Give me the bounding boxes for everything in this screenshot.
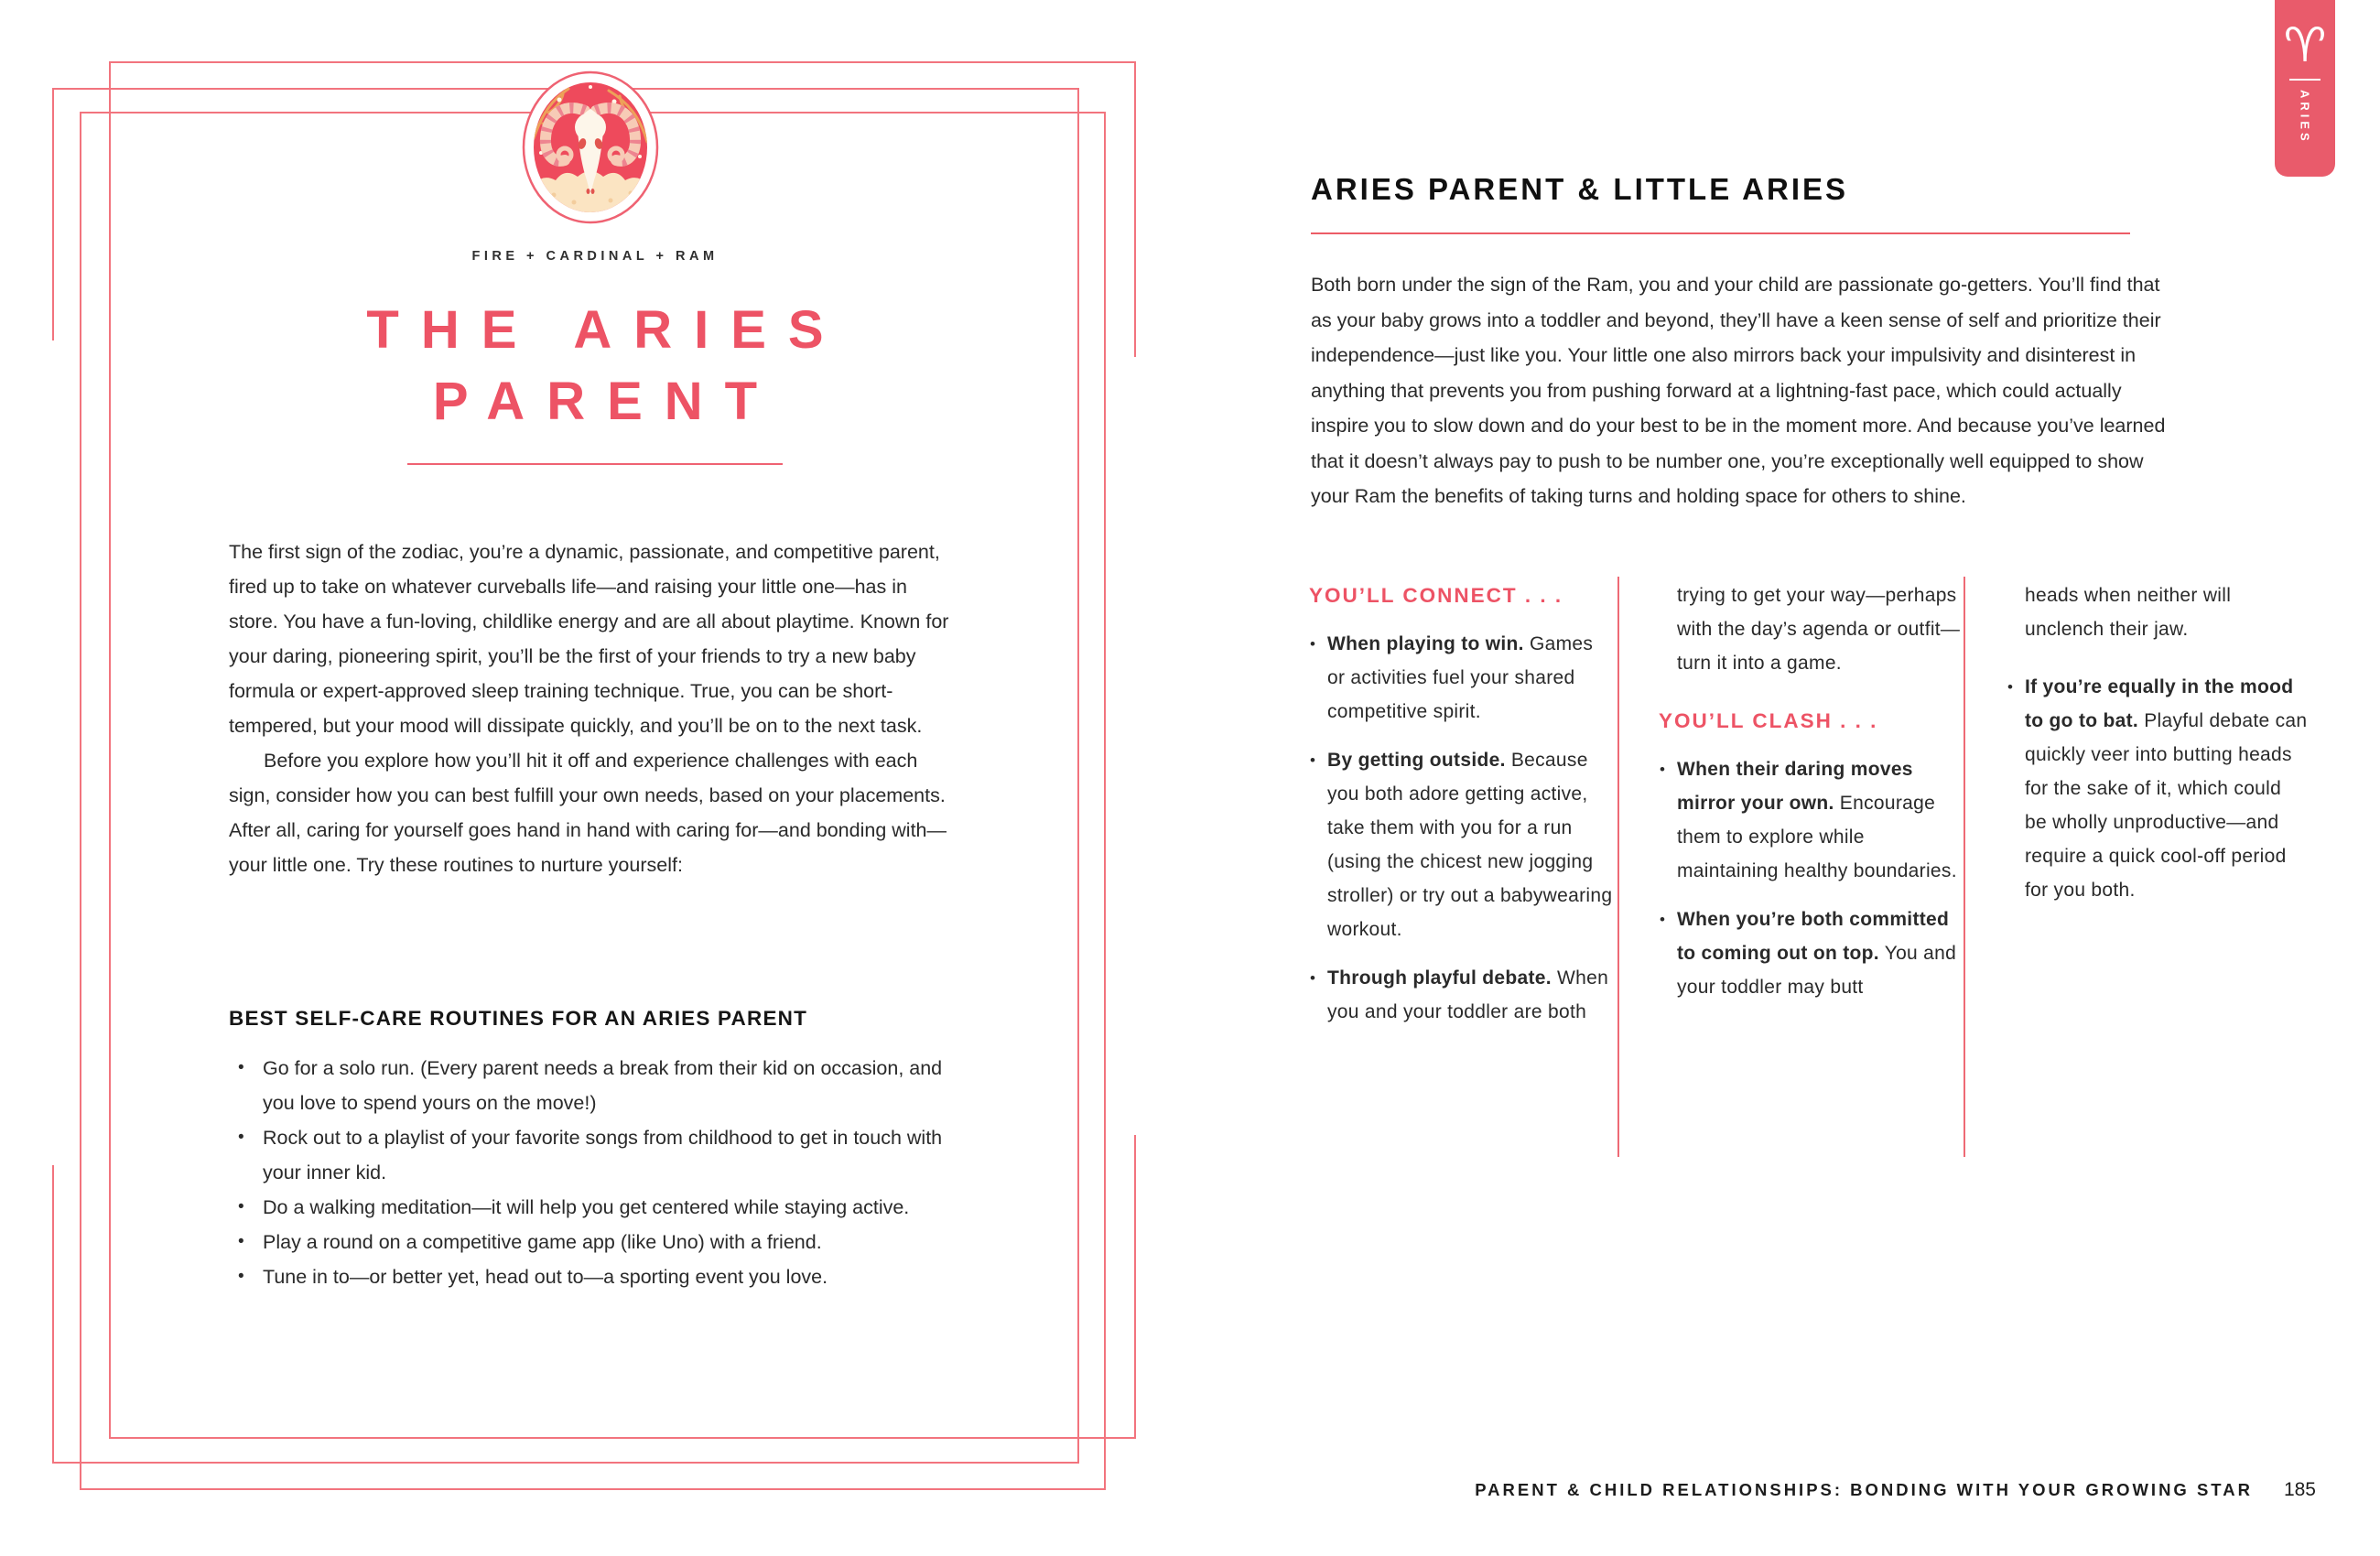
list-item — [229, 1225, 961, 1259]
column-continuation-text: heads when neither will unclench their jaw. — [2025, 585, 2232, 640]
aries-glyph-icon: ♈ — [2283, 18, 2327, 73]
column-clash-overflow — [2007, 578, 2309, 922]
footer-title: PARENT & CHILD RELATIONSHIPS: BONDING WITH YOUR GROWING STAR — [1475, 1480, 2253, 1499]
list-item — [1309, 627, 1613, 729]
list-item — [229, 1051, 961, 1120]
selfcare-heading: BEST SELF-CARE ROUTINES FOR AN ARIES PARENT — [229, 1007, 808, 1030]
list-item — [229, 1190, 961, 1225]
column-connect — [1309, 578, 1613, 1043]
tab-label: ARIES — [2298, 90, 2312, 145]
list-item — [229, 1120, 961, 1190]
paragraph: Both born under the sign of the Ram, you and your child are passionate go-getters. You’ll find that as your baby grows into a toddler and beyond, they’ll have a keen sense of self and prioritize their independence—just like you. Your little one also mirrors back your impulsivity and disinterest in anything that prevents you from pushing forward at a lightning-fast pace, which could actually inspire you to slow down and do your best to be in the moment more. And because you’ve learned that it doesn’t always pay to push to be number one, you’re exceptionally well equipped to show your Ram the benefits of taking turns and holding space for others to shine. — [1311, 274, 2166, 507]
bullet-text: Games or activities fuel your shared competitive spirit. — [1327, 633, 1594, 722]
list-item-text: Tune in to—or better yet, head out to—a sporting event you love. — [263, 1266, 828, 1288]
chapter-title — [229, 295, 961, 438]
list-item-text: Go for a solo run. (Every parent needs a break from their kid on occasion, and you love to spend yours on the move!) — [263, 1057, 943, 1114]
bullet-lead: By getting outside. — [1327, 750, 1506, 771]
bullet-lead: When you’re both committed to coming out on top. — [1677, 909, 1950, 964]
title-rule — [407, 463, 783, 465]
connect-list — [1309, 627, 1613, 1029]
bullet-text: Playful debate can quickly veer into butting heads for the sake of it, which could be wholly unproductive—and require a quick cool-off period for you both. — [2025, 710, 2308, 901]
column-continuation-text: trying to get your way—perhaps with the day’s agenda or outfit—turn it into a game. — [1677, 585, 1961, 674]
section-heading: ARIES PARENT & LITTLE ARIES — [1311, 172, 1849, 206]
bullet-text: You and your toddler may butt — [1677, 943, 1957, 998]
list-item — [1659, 902, 1963, 1004]
connect-heading: YOU’LL CONNECT . . . — [1309, 584, 1563, 607]
paragraph: The first sign of the zodiac, you’re a dynamic, passionate, and competitive parent, fired up to take on whatever curveballs life—and raising your little one—has in store. You have a fun-loving, childlike energy and are all about playtime. Known for your daring, pioneering spirit, you’ll be the first of your friends to try a new baby formula or expert-approved sleep training technique. True, you can be short-tempered, but your mood will dissipate quickly, and you’ll be on to the next task. — [229, 541, 949, 737]
list-item-text: Rock out to a playlist of your favorite songs from childhood to get in touch with your inner kid. — [263, 1127, 943, 1183]
aries-ram-medallion — [522, 70, 659, 225]
bullet-text: When you and your toddler are both — [1327, 967, 1609, 1022]
left-body-copy — [229, 535, 957, 882]
list-item — [1659, 752, 1963, 888]
column-divider — [1617, 577, 1619, 1157]
clash-list-continued — [2007, 670, 2309, 907]
clash-heading: YOU’LL CLASH . . . — [1659, 709, 1878, 732]
tab-divider — [2289, 79, 2320, 81]
selfcare-list — [229, 1051, 961, 1294]
paragraph: Before you explore how you’ll hit it off and experience challenges with each sign, consider how you can best fulfill your own needs, based on your placements. After all, caring for yourself goes hand in hand with caring for—and bonding with—your little one. Try these routines to nurture yourself: — [229, 750, 947, 876]
list-item — [229, 1259, 961, 1294]
section-heading-rule — [1311, 232, 2130, 234]
chapter-title-line1: THE ARIES — [366, 300, 846, 360]
column-clash — [1659, 578, 1963, 1019]
page-number: 185 — [2283, 1479, 2316, 1500]
list-item-text: Do a walking meditation—it will help you get centered while staying active. — [263, 1196, 910, 1218]
list-item-text: Play a round on a competitive game app (like Uno) with a friend. — [263, 1231, 822, 1253]
bullet-lead: When their daring moves mirror your own. — [1677, 759, 1913, 814]
list-item — [1309, 743, 1613, 946]
bullet-text: Encourage them to explore while maintaining healthy boundaries. — [1677, 793, 1957, 881]
aries-thumb-tab — [2275, 0, 2335, 177]
sign-element-label: FIRE + CARDINAL + RAM — [471, 249, 719, 264]
column-divider — [1964, 577, 1965, 1157]
list-item — [1309, 961, 1613, 1029]
bullet-lead: If you’re equally in the mood to go to bat. — [2025, 676, 2294, 731]
list-item — [2007, 670, 2309, 907]
clash-list — [1659, 752, 1963, 1004]
chapter-title-line2: PARENT — [432, 372, 780, 431]
bullet-text: Because you both adore getting active, take them with you for a run (using the chicest new jogging stroller) or try out a babywearing workout. — [1327, 750, 1613, 940]
bullet-lead: Through playful debate. — [1327, 967, 1552, 989]
running-footer — [1282, 1479, 2316, 1501]
section-intro — [1311, 267, 2167, 514]
bullet-lead: When playing to win. — [1327, 633, 1524, 654]
